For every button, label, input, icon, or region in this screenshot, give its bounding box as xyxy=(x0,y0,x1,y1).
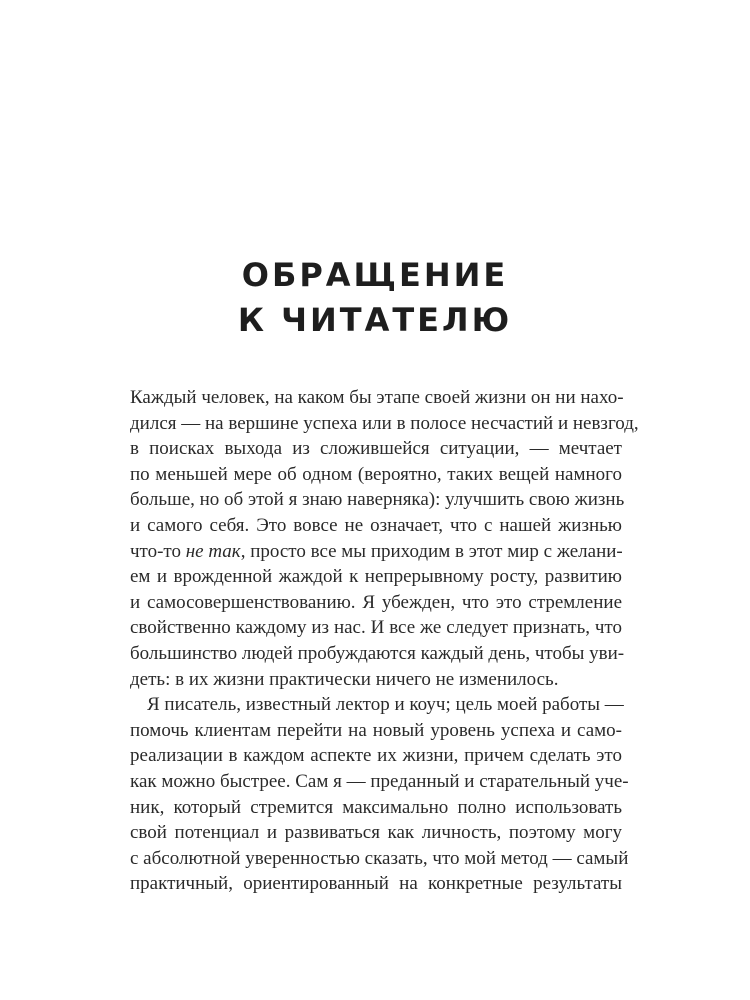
text-line: ем и врожденной жаждой к непрерывному росту, развитию xyxy=(130,566,622,588)
text-line: больше, но об этой я знаю наверняка): улучшить свою жизнь xyxy=(130,489,625,511)
text-line: Я писатель, известный лектор и коуч; цель моей работы — xyxy=(147,694,624,716)
text-line: практичный, ориентированный на конкретные результаты xyxy=(130,873,622,895)
text-line: свой потенциал и развиваться как личность, поэтому могу xyxy=(130,822,622,844)
text-line: по меньшей мере об одном (вероятно, таких вещей намного xyxy=(130,463,622,485)
text-line-with-emphasis xyxy=(130,539,622,565)
chapter-title-line-1: ОБРАЩЕНИЕ xyxy=(241,256,509,294)
text-line: большинство людей пробуждаются каждый день, чтобы уви- xyxy=(130,642,625,664)
text-line: реализации в каждом аспекте их жизни, причем сделать это xyxy=(130,745,622,767)
text-segment: что-то xyxy=(130,540,186,562)
text-line: свойственно каждому из нас. И все же следует признать, что xyxy=(130,617,622,639)
text-line: в поисках выхода из сложившейся ситуации, — мечтает xyxy=(130,438,622,460)
text-line: дился — на вершине успеха или в полосе несчастий и невзгод, xyxy=(130,412,639,434)
text-line: и самосовершенствованию. Я убежден, что это стремление xyxy=(130,591,622,613)
text-line: как можно быстрее. Сам я — преданный и старательный уче- xyxy=(130,770,629,792)
text-segment: , просто все мы приходим в этот мир с желани- xyxy=(240,540,623,562)
text-line: деть: в их жизни практически ничего не изменилось. xyxy=(130,668,559,690)
emphasis-text: не так xyxy=(185,540,241,562)
text-line: ник, который стремится максимально полно использовать xyxy=(130,796,622,818)
chapter-title-line-2: К ЧИТАТЕЛЮ xyxy=(237,301,513,339)
body-text xyxy=(130,385,639,897)
text-line: Каждый человек, на каком бы этапе своей жизни он ни нахо- xyxy=(130,387,624,408)
text-line: с абсолютной уверенностью сказать, что мой метод — самый xyxy=(130,847,629,869)
text-line: помочь клиентам перейти на новый уровень успеха и само- xyxy=(130,719,622,741)
text-line: и самого себя. Это вовсе не означает, что с нашей жизнью xyxy=(130,514,622,536)
